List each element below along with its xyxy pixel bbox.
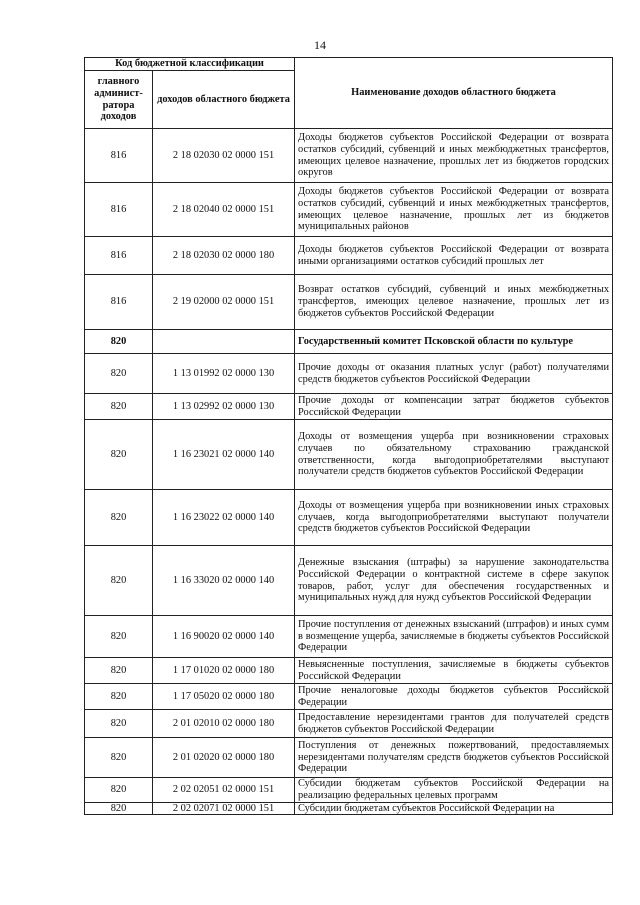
header-main-administrator: главного админист-ратора доходов [85, 71, 153, 129]
revenue-name-cell: Субсидии бюджетам субъектов Российской Федерации на [295, 802, 613, 815]
header-regional-budget-revenue: доходов областного бюджета [153, 71, 295, 129]
revenue-name-cell: Субсидии бюджетам субъектов Российской Федерации на реализацию федеральных целевых программ [295, 778, 613, 803]
revenue-code-cell: 2 18 02040 02 0000 151 [153, 183, 295, 237]
admin-code-cell: 820 [85, 394, 153, 420]
header-revenue-name: Наименование доходов областного бюджета [295, 58, 613, 129]
admin-code-cell: 820 [85, 616, 153, 658]
table-row [85, 738, 613, 778]
revenue-name-cell: Прочие доходы от оказания платных услуг (работ) получателями средств бюджетов субъектов Российской Федерации [295, 354, 613, 394]
revenue-code-cell: 1 13 02992 02 0000 130 [153, 394, 295, 420]
revenue-name-cell: Доходы бюджетов субъектов Российской Федерации от возврата остатков субсидий, субвенций и иных межбюджетных трансфертов, имеющих целевое назначение, прошлых лет из бюджетов муниципальных районов [295, 183, 613, 237]
table-row [85, 802, 613, 815]
table-row [85, 330, 613, 354]
admin-code-cell: 820 [85, 546, 153, 616]
table-row [85, 546, 613, 616]
revenue-name-cell: Прочие поступления от денежных взысканий (штрафов) и иных сумм в возмещение ущерба, зачисляемые в бюджеты субъектов Российской Федерации [295, 616, 613, 658]
revenue-name-cell: Прочие неналоговые доходы бюджетов субъектов Российской Федерации [295, 684, 613, 710]
table-row [85, 684, 613, 710]
table-body [85, 129, 613, 815]
revenue-code-cell: 1 16 23021 02 0000 140 [153, 420, 295, 490]
revenue-code-cell: 1 16 33020 02 0000 140 [153, 546, 295, 616]
revenue-name-cell: Предоставление нерезидентами грантов для получателей средств бюджетов субъектов Российской Федерации [295, 710, 613, 738]
admin-code-cell: 820 [85, 658, 153, 684]
revenue-code-cell [153, 330, 295, 354]
table-row [85, 710, 613, 738]
revenue-name-cell: Доходы бюджетов субъектов Российской Федерации от возврата иными организациями остатков субсидий прошлых лет [295, 237, 613, 275]
admin-code-cell: 820 [85, 354, 153, 394]
table-row [85, 237, 613, 275]
revenue-code-cell: 1 16 23022 02 0000 140 [153, 490, 295, 546]
admin-code-cell: 816 [85, 275, 153, 330]
admin-code-cell: 820 [85, 738, 153, 778]
header-budget-classification-code: Код бюджетной классификации [85, 58, 295, 71]
admin-code-cell: 820 [85, 330, 153, 354]
revenue-code-cell: 1 17 05020 02 0000 180 [153, 684, 295, 710]
admin-code-cell: 820 [85, 710, 153, 738]
revenue-code-cell: 2 01 02010 02 0000 180 [153, 710, 295, 738]
table-row [85, 129, 613, 183]
admin-code-cell: 820 [85, 490, 153, 546]
table-row [85, 616, 613, 658]
revenue-name-cell: Доходы от возмещения ущерба при возникновении иных страховых случаев, когда выгодоприобретателями выступают получатели средств бюджетов субъектов Российской Федерации [295, 490, 613, 546]
admin-code-cell: 820 [85, 420, 153, 490]
revenue-name-cell: Невыясненные поступления, зачисляемые в бюджеты субъектов Российской Федерации [295, 658, 613, 684]
revenue-code-cell: 2 02 02071 02 0000 151 [153, 802, 295, 815]
admin-code-cell: 816 [85, 129, 153, 183]
admin-code-cell: 816 [85, 237, 153, 275]
admin-code-cell: 820 [85, 778, 153, 803]
revenue-name-cell: Доходы бюджетов субъектов Российской Федерации от возврата остатков субсидий, субвенций и иных межбюджетных трансфертов, имеющих целевое назначение, прошлых лет из бюджетов городских округов [295, 129, 613, 183]
revenue-name-cell: Денежные взыскания (штрафы) за нарушение законодательства Российской Федерации о контрактной системе в сфере закупок товаров, работ, услуг для обеспечения государственных и муниципальных нужд для нужд субъектов Российской Федерации [295, 546, 613, 616]
table-row [85, 420, 613, 490]
revenue-code-cell: 2 02 02051 02 0000 151 [153, 778, 295, 803]
revenue-code-cell: 2 18 02030 02 0000 180 [153, 237, 295, 275]
revenue-code-cell: 2 18 02030 02 0000 151 [153, 129, 295, 183]
revenue-name-cell: Прочие доходы от компенсации затрат бюджетов субъектов Российской Федерации [295, 394, 613, 420]
page-number: 14 [314, 38, 326, 52]
admin-code-cell: 820 [85, 684, 153, 710]
table-row [85, 394, 613, 420]
revenue-code-cell: 1 17 01020 02 0000 180 [153, 658, 295, 684]
revenue-code-cell: 2 01 02020 02 0000 180 [153, 738, 295, 778]
revenue-name-cell: Государственный комитет Псковской области по культуре [295, 330, 613, 354]
admin-code-cell: 820 [85, 802, 153, 815]
revenue-code-cell: 1 16 90020 02 0000 140 [153, 616, 295, 658]
table-row [85, 658, 613, 684]
table-row [85, 275, 613, 330]
table-row [85, 778, 613, 803]
revenue-code-cell: 2 19 02000 02 0000 151 [153, 275, 295, 330]
revenue-code-cell: 1 13 01992 02 0000 130 [153, 354, 295, 394]
revenue-name-cell: Поступления от денежных пожертвований, предоставляемых нерезидентами получателям средств бюджетов субъектов Российской Федерации [295, 738, 613, 778]
admin-code-cell: 816 [85, 183, 153, 237]
table-row [85, 354, 613, 394]
table-row [85, 490, 613, 546]
revenue-name-cell: Возврат остатков субсидий, субвенций и иных межбюджетных трансфертов, имеющих целевое назначение, прошлых лет из бюджетов субъектов Российской Федерации [295, 275, 613, 330]
revenue-name-cell: Доходы от возмещения ущерба при возникновении страховых случаев по обязательному страхованию гражданской ответственности, когда выгодоприобретателями выступают получатели средств бюджетов субъектов Российской Федерации [295, 420, 613, 490]
budget-classification-table [84, 57, 613, 815]
table-row [85, 183, 613, 237]
